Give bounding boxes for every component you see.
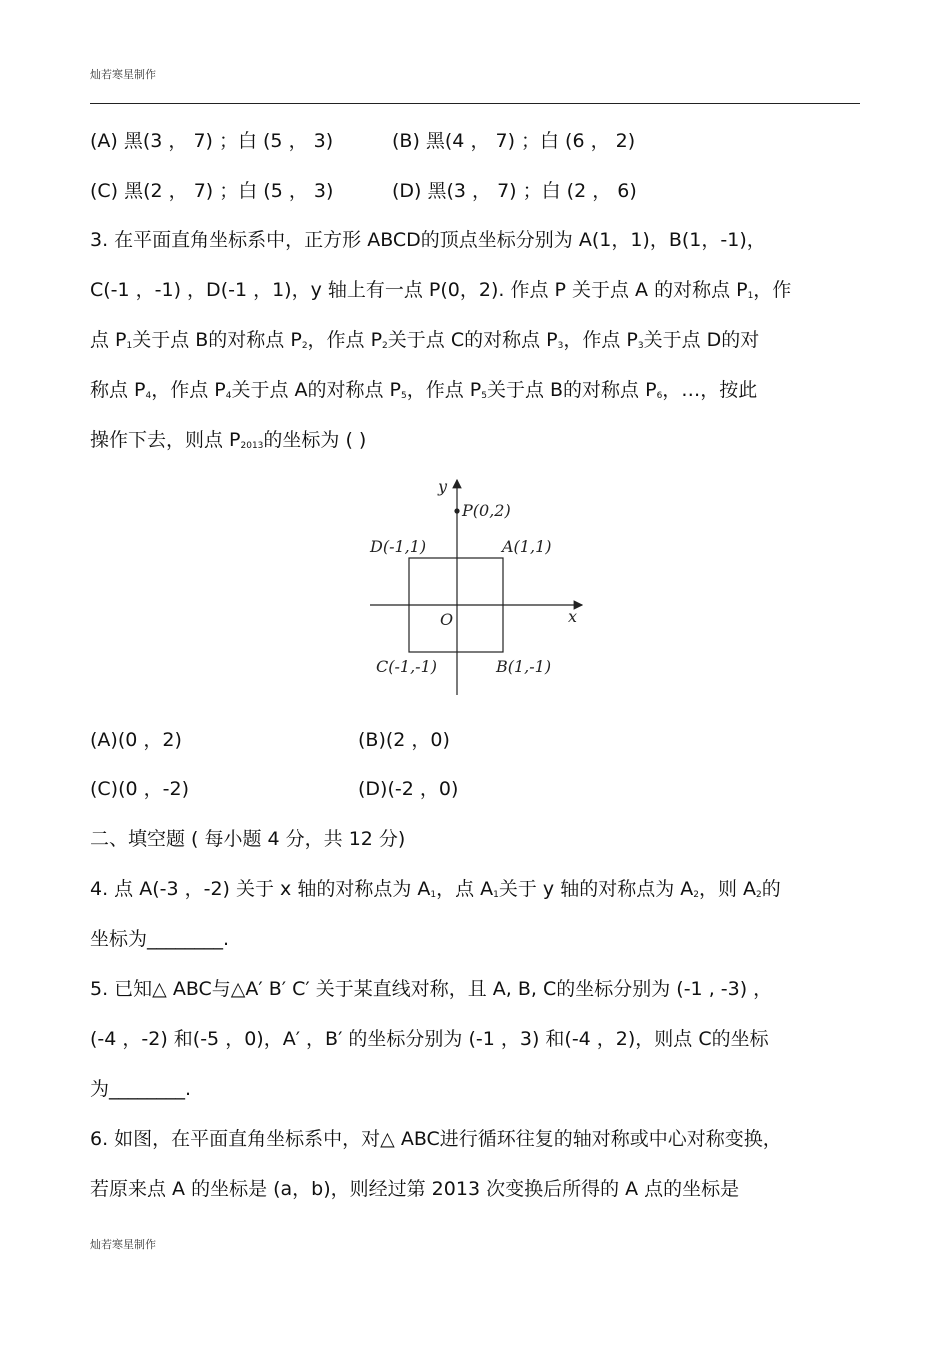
q3-line-1: 3. 在平面直角坐标系中，正方形 ABCD的顶点坐标分别为 A(1，1)，B(1，-1)， — [90, 229, 766, 251]
q3-line-2: C(-1 ，-1) ，D(-1 ，1)，y 轴上有一点 P(0，2). 作点 P 关于点 A 的对称点 $P_1$，作 — [90, 279, 792, 301]
page-footer: 灿若寒星制作 — [90, 1238, 156, 1251]
y-axis-label: y — [438, 477, 448, 496]
point-d-label: D(-1,1) — [370, 537, 427, 556]
q3-option-c: (C)(0 ，-2) — [90, 778, 189, 800]
q6-line-2: 若原来点 A 的坐标是 (a，b)，则经过第 2013 次变换后所得的 A 点的坐标是 — [90, 1178, 740, 1200]
q2-option-a: (A) 黑(3 ， 7) ；白 (5 ， 3) — [90, 130, 334, 152]
point-b-label: B(1,-1) — [496, 657, 552, 676]
q4-line-2: 坐标为________. — [90, 928, 230, 950]
origin-label: O — [440, 610, 454, 629]
q5-line-3: 为________. — [90, 1078, 192, 1100]
q5-line-2: (-4 ，-2) 和(-5 ，0)，A′ ，B′ 的坐标分别为 (-1 ，3) 和(-4 ，2)，则点 C的坐标 — [90, 1028, 769, 1050]
point-p-label: P(0,2) — [462, 501, 511, 520]
x-axis-label: x — [568, 607, 578, 626]
q6-line-1: 6. 如图，在平面直角坐标系中，对△ ABC进行循环往复的轴对称或中心对称变换， — [90, 1128, 782, 1150]
q2-option-c: (C) 黑(2 ， 7) ；白 (5 ， 3) — [90, 180, 334, 202]
q3-line-4: 称点 $P_4$，作点 $P_4$关于点 A的对称点 $P_5$，作点 $P_5$关于点 B的对称点 $P_6$，…，按此 — [90, 379, 758, 401]
q2-option-d: (D) 黑(3 ， 7) ；白 (2 ， 6) — [392, 180, 637, 202]
q3-line-5: 操作下去，则点 $P_{2013}$的坐标为 ( ) — [90, 429, 367, 451]
coordinate-figure — [360, 470, 600, 700]
q3-line-3: 点 $P_1$关于点 B的对称点 $P_2$，作点 $P_2$关于点 C的对称点 $P_3$，作点 $P_3$关于点 D的对 — [90, 329, 760, 351]
q2-option-b: (B) 黑(4 ， 7) ；白 (6 ， 2) — [392, 130, 636, 152]
q3-option-a: (A)(0 ，2) — [90, 729, 182, 751]
section-2-heading: 二、填空题 ( 每小题 4 分，共 12 分) — [90, 828, 406, 850]
point-a-label: A(1,1) — [502, 537, 552, 556]
header-rule — [90, 103, 860, 104]
point-p — [454, 508, 459, 513]
q4-line-1: 4. 点 A(-3 ，-2) 关于 x 轴的对称点为 $A_1$，点 $A_1$关于 y 轴的对称点为 $A_2$，则 $A_2$的 — [90, 878, 781, 900]
q3-option-b: (B)(2 ，0) — [358, 729, 450, 751]
page-header: 灿若寒星制作 — [90, 68, 156, 81]
q3-option-d: (D)(-2 ，0) — [358, 778, 459, 800]
q5-line-1: 5. 已知△ ABC与△A′ B′ C′ 关于某直线对称，且 A, B, C的坐标分别为 (-1 , -3) ， — [90, 978, 773, 1000]
point-c-label: C(-1,-1) — [376, 657, 437, 676]
